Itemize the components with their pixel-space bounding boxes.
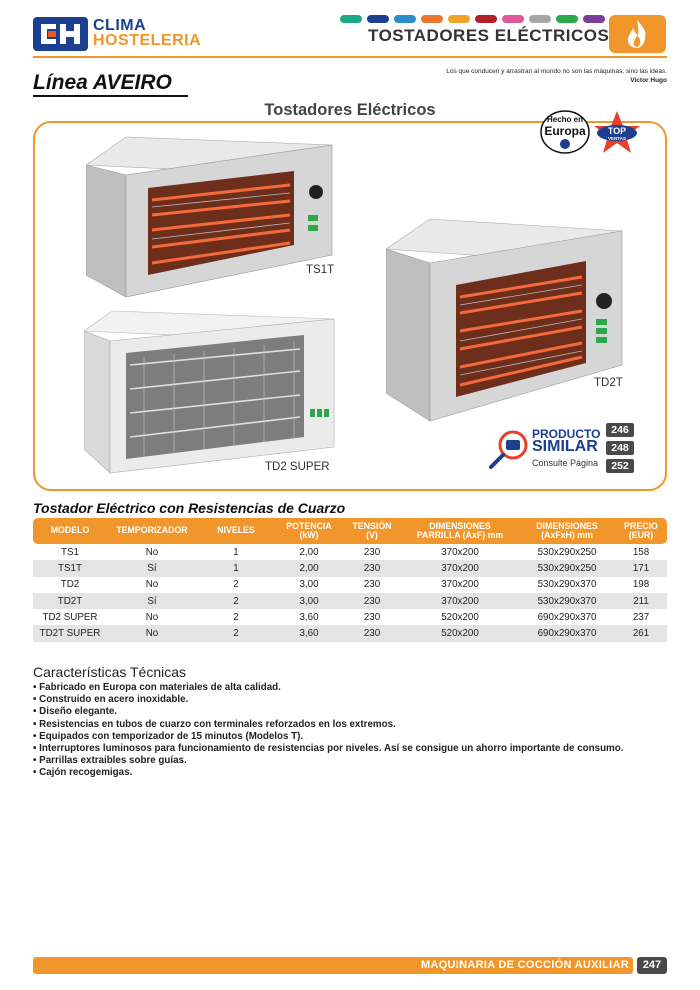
- column-header: [33, 518, 107, 544]
- column-header: [519, 518, 615, 544]
- column-header-line: TENSIÓN: [352, 520, 392, 531]
- table-body: [33, 544, 667, 642]
- made-in-europe-badge: [539, 106, 591, 154]
- footer-section-name: MAQUINARIA DE COCCIÓN AUXILIAR: [420, 959, 629, 971]
- table-cell: 211: [615, 593, 667, 609]
- specs-table: [33, 518, 667, 642]
- table-cell: Sí: [107, 593, 197, 609]
- table-cell: TD2: [60, 579, 80, 591]
- table-cell: 2: [197, 593, 275, 609]
- feature-item: • Equipados con temporizador de 15 minutos (Modelos T).: [33, 731, 623, 743]
- table-cell: 370x200: [401, 593, 519, 609]
- color-swatch: [556, 15, 578, 23]
- similar-product-callout[interactable]: [487, 421, 635, 476]
- similar-page-link[interactable]: 246: [606, 423, 634, 437]
- column-header-line: TEMPORIZADOR: [116, 525, 188, 536]
- product-label-td2-super: TD2 SUPER: [265, 461, 330, 473]
- product-image-td2t[interactable]: [386, 213, 624, 425]
- table-cell: 230: [343, 593, 401, 609]
- product-label-td2t: TD2T: [594, 377, 623, 389]
- color-swatch: [394, 15, 416, 23]
- table-cell: 2,00: [275, 560, 343, 576]
- table-cell: 3,60: [275, 625, 343, 641]
- table-cell: 230: [343, 560, 401, 576]
- feature-item: • Construido en acero inoxidable.: [33, 694, 623, 706]
- section-title: TOSTADORES ELÉCTRICOS: [368, 26, 610, 45]
- magnifier-icon: [487, 427, 531, 471]
- table-cell: Sí: [107, 560, 197, 576]
- column-header-line: (AxFxH) mm: [541, 530, 593, 540]
- table-row: [33, 609, 667, 625]
- table-cell: 370x200: [441, 579, 479, 591]
- table-cell: 171: [615, 560, 667, 576]
- page-number: 247: [637, 957, 667, 974]
- top-sales-badge: [592, 109, 642, 155]
- table-cell: 230: [363, 611, 381, 623]
- column-header-line: MODELO: [50, 525, 90, 536]
- similar-page-link[interactable]: 248: [606, 441, 634, 455]
- column-header-line: DIMENSIONES: [429, 520, 491, 531]
- features-list: [33, 682, 623, 780]
- logo-text-clima: CLIMA: [93, 17, 147, 34]
- table-cell: 2: [233, 579, 239, 591]
- table-cell: TS1: [61, 546, 79, 558]
- column-header-line: PARRILLA (AxF) mm: [416, 530, 504, 540]
- column-header-line: POTENCIA: [286, 520, 332, 531]
- table-cell: 520x200: [441, 611, 479, 623]
- table-cell: 3,60: [299, 611, 319, 623]
- color-swatch: [502, 15, 524, 23]
- column-header-line: (EUR): [628, 530, 654, 540]
- quote-text: Los que conducen y arrastran al mundo no son las máquinas, sino las ideas.: [446, 68, 667, 75]
- product-label-ts1t: TS1T: [306, 264, 335, 276]
- color-swatch: [529, 15, 551, 23]
- table-cell: 3,00: [275, 593, 343, 609]
- logo-mark: [33, 17, 88, 51]
- similar-line2: SIMILAR: [532, 438, 598, 455]
- table-cell: 230: [343, 625, 401, 641]
- feature-item: • Fabricado en Europa con materiales de alta calidad.: [33, 682, 623, 694]
- color-swatch: [367, 15, 389, 23]
- column-header: [107, 518, 197, 544]
- header-divider: [33, 56, 667, 58]
- column-header: [343, 518, 401, 544]
- table-cell: 690x290x370: [519, 625, 615, 641]
- table-cell: 520x200: [401, 625, 519, 641]
- table-cell: 2: [197, 625, 275, 641]
- table-cell: 530x290x250: [537, 546, 597, 558]
- table-cell: TS1T: [33, 560, 107, 576]
- color-swatch: [475, 15, 497, 23]
- table-cell: No: [107, 625, 197, 641]
- table-row: [33, 560, 667, 576]
- quote-author: Victor Hugo: [630, 77, 667, 84]
- color-swatch: [583, 15, 605, 23]
- logo-text-hosteleria: HOSTELERIA: [93, 32, 202, 49]
- table-row: [33, 625, 667, 641]
- color-swatch: [448, 15, 470, 23]
- table-cell: 2: [233, 611, 239, 623]
- brand-logo[interactable]: [33, 17, 213, 51]
- title-underline: [33, 95, 188, 97]
- column-header: [615, 518, 667, 544]
- table-cell: 230: [363, 546, 381, 558]
- similar-line3: Consulte Página: [532, 458, 599, 468]
- table-cell: 230: [363, 579, 381, 591]
- feature-item: • Parrillas extraibles sobre guías.: [33, 755, 623, 767]
- category-color-swatches: [340, 15, 605, 23]
- table-cell: TD2T SUPER: [33, 625, 107, 641]
- table-row: [33, 593, 667, 609]
- column-header: [197, 518, 275, 544]
- column-header-line: (kW): [299, 530, 319, 540]
- table-cell: 3,00: [299, 579, 319, 591]
- column-header: [275, 518, 343, 544]
- table-cell: 370x200: [441, 546, 479, 558]
- badge-europa-line1: Hecho en: [546, 115, 584, 124]
- badge-top-line2: VENTAS: [608, 136, 626, 141]
- table-cell: 1: [233, 546, 239, 558]
- column-header-line: DIMENSIONES: [536, 520, 598, 531]
- table-cell: 158: [632, 546, 650, 558]
- table-cell: 690x290x370: [537, 611, 597, 623]
- column-header: [401, 518, 519, 544]
- table-header-row: [33, 518, 667, 544]
- table-cell: 530x290x370: [537, 579, 597, 591]
- table-cell: No: [145, 579, 159, 591]
- similar-page-link[interactable]: 252: [606, 459, 634, 473]
- product-image-td2-super[interactable]: [84, 309, 336, 477]
- table-cell: 261: [615, 625, 667, 641]
- column-header-line: (V): [366, 530, 378, 540]
- product-image-ts1t[interactable]: [86, 135, 336, 303]
- table-cell: TD2 SUPER: [42, 611, 98, 623]
- product-line-title: Línea AVEIRO: [33, 71, 172, 94]
- color-swatch: [340, 15, 362, 23]
- card-title: Tostadores Eléctricos: [200, 101, 500, 120]
- feature-item: • Interruptores luminosos para funcionamiento de resistencias por niveles. Así se consigue un ahorro importante de consumo.: [33, 743, 623, 755]
- quote: [380, 67, 667, 85]
- features-title: Características Técnicas: [33, 664, 187, 680]
- column-header-line: PRECIO: [624, 520, 658, 531]
- column-header-line: NIVELES: [217, 525, 255, 536]
- table-cell: 530x290x250: [519, 560, 615, 576]
- badge-europa-line2: Europa: [544, 124, 586, 138]
- table-row: [33, 577, 667, 593]
- table-title: Tostador Eléctrico con Resistencias de Cuarzo: [33, 500, 346, 516]
- table-cell: TD2T: [33, 593, 107, 609]
- table-cell: 1: [197, 560, 275, 576]
- table-cell: No: [145, 546, 159, 558]
- feature-item: • Resistencias en tubos de cuarzo con terminales reforzados en los extremos.: [33, 719, 623, 731]
- feature-item: • Cajón recogemigas.: [33, 767, 623, 779]
- similar-line1: PRODUCTO: [532, 427, 601, 441]
- badge-top-line1: TOP: [607, 126, 627, 136]
- table-cell: 198: [632, 579, 650, 591]
- table-cell: 237: [632, 611, 650, 623]
- table-cell: No: [145, 611, 159, 623]
- feature-item: • Diseño elegante.: [33, 706, 623, 718]
- color-swatch: [421, 15, 443, 23]
- table-cell: 2,00: [299, 546, 319, 558]
- table-cell: 370x200: [401, 560, 519, 576]
- table-cell: 530x290x370: [519, 593, 615, 609]
- table-row: [33, 544, 667, 560]
- flame-icon: [609, 15, 666, 53]
